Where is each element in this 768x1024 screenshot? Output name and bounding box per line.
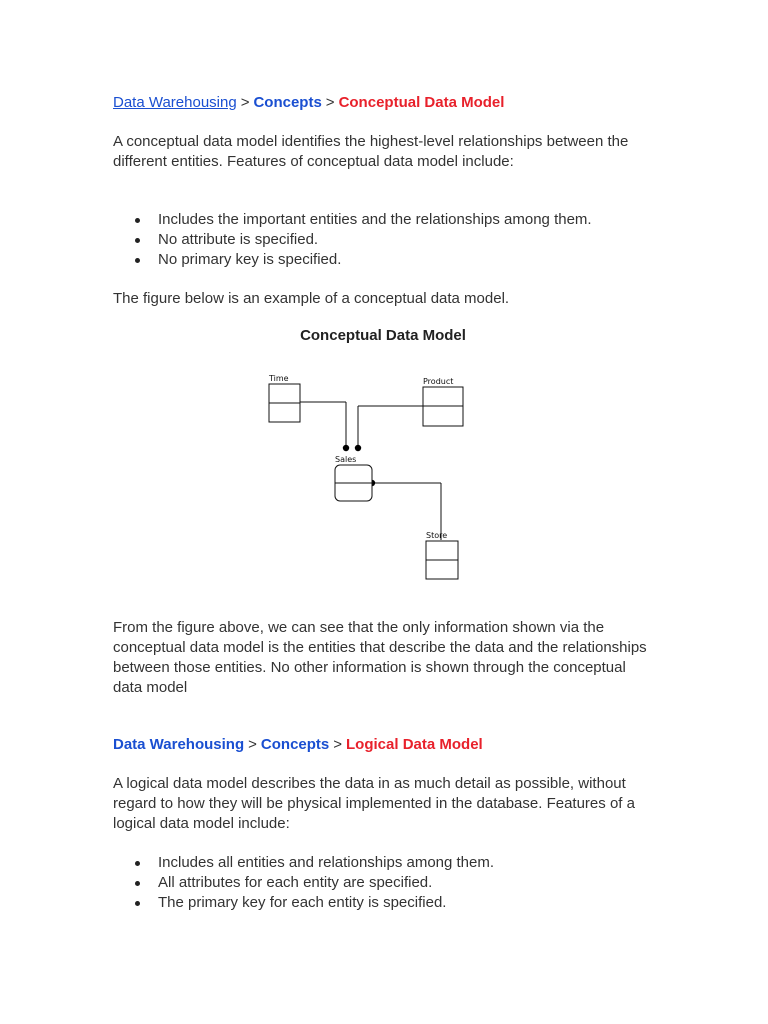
conceptual-conclusion-paragraph: From the figure above, we can see that the only information shown via the conceptual data model is the entities that describe the data and the relationships between those entities. No other information is shown through the conceptual data model bbox=[113, 619, 647, 696]
breadcrumb-link-concepts[interactable]: Concepts bbox=[253, 94, 322, 111]
breadcrumb-separator: > bbox=[248, 736, 257, 753]
relationship-dot bbox=[355, 445, 361, 451]
conceptual-er-diagram bbox=[268, 368, 478, 588]
figure-intro-paragraph: The figure below is an example of a conceptual data model. bbox=[113, 290, 510, 307]
breadcrumb-current-page: Logical Data Model bbox=[346, 736, 483, 753]
list-item: No attribute is specified. bbox=[158, 230, 592, 250]
entity-store bbox=[426, 531, 458, 579]
entity-label-time: Time bbox=[269, 374, 289, 383]
conceptual-features-list bbox=[113, 210, 592, 270]
list-item: No primary key is specified. bbox=[158, 250, 592, 270]
breadcrumb-separator: > bbox=[333, 736, 343, 753]
list-item: All attributes for each entity are specified. bbox=[158, 873, 494, 893]
breadcrumb-conceptual bbox=[113, 93, 504, 113]
logical-intro-paragraph: A logical data model describes the data in as much detail as possible, without regard to how they will be physical implemented in the database. Features of a logical data model include: bbox=[113, 775, 635, 832]
relationship-dot bbox=[343, 445, 349, 451]
list-item: Includes the important entities and the relationships among them. bbox=[158, 211, 592, 228]
breadcrumb-separator: > bbox=[325, 94, 335, 111]
entity-label-store: Store bbox=[426, 531, 448, 540]
logical-features-list bbox=[113, 853, 494, 913]
entity-sales bbox=[335, 455, 372, 501]
breadcrumb-link-concepts[interactable]: Concepts bbox=[260, 736, 330, 753]
breadcrumb-link-data-warehousing[interactable]: Data Warehousing bbox=[113, 94, 237, 111]
conceptual-intro-paragraph: A conceptual data model identifies the highest-level relationships between the different entities. Features of conceptual data model include: bbox=[113, 133, 629, 170]
breadcrumb-link-data-warehousing[interactable]: Data Warehousing bbox=[113, 736, 245, 753]
entity-label-sales: Sales bbox=[335, 455, 357, 464]
list-item: The primary key for each entity is specified. bbox=[158, 893, 494, 913]
figure-title: Conceptual Data Model bbox=[300, 327, 466, 344]
entity-label-product: Product bbox=[423, 377, 454, 386]
entity-product bbox=[423, 377, 463, 426]
breadcrumb-logical bbox=[113, 735, 483, 755]
breadcrumb-current-page: Conceptual Data Model bbox=[338, 94, 505, 111]
breadcrumb-separator: > bbox=[240, 94, 250, 111]
list-item: Includes all entities and relationships among them. bbox=[158, 854, 495, 871]
entity-time bbox=[268, 374, 300, 422]
